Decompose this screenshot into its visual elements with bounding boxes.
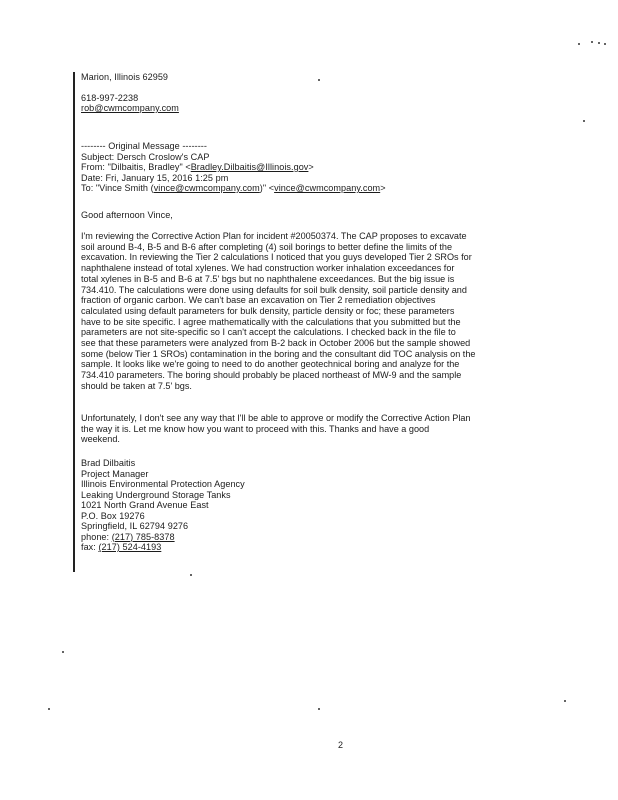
scan-speck xyxy=(598,42,600,44)
paragraph-line: excavation. In reviewing the Tier 2 calculations I noticed that you guys developed Tier 2 SROs for xyxy=(81,252,472,263)
from-suffix: > xyxy=(308,162,314,172)
page-number: 2 xyxy=(338,740,344,750)
date-line: Date: Fri, January 15, 2016 1:25 pm xyxy=(81,172,229,183)
scan-speck xyxy=(318,708,320,710)
sender-footer xyxy=(81,72,581,114)
paragraph-line: see that these parameters were analyzed from B-2 back in October 2006 but the sample showed xyxy=(81,338,471,349)
paragraph-line: fraction of organic carbon. We can't base an excavation on Tier 2 remediation objectives xyxy=(81,295,436,306)
fax-link[interactable]: (217) 524-4193 xyxy=(98,542,162,552)
signature-fax-line xyxy=(81,542,581,553)
signature-po-box: P.O. Box 19276 xyxy=(81,510,145,521)
paragraph-line: should be taken at 7.5' bgs. xyxy=(81,380,192,391)
scan-speck xyxy=(591,41,593,43)
subject-line: Subject: Dersch Croslow's CAP xyxy=(81,151,210,162)
scan-speck xyxy=(318,79,320,81)
paragraph-line: weekend. xyxy=(81,434,120,445)
original-message-separator: -------- Original Message -------- xyxy=(81,141,207,151)
greeting-text: Good afternoon Vince, xyxy=(81,210,173,220)
paragraph-line: I'm reviewing the Corrective Action Plan for incident #20050374. The CAP proposes to excavate xyxy=(81,231,467,241)
scan-speck xyxy=(564,700,566,702)
paragraph-line: total xylenes in B-5 and B-6 at 7.5' bgs but no naphthalene exceedances. But the big issue is xyxy=(81,273,455,284)
paragraph-line: some (below Tier 1 SROs) contamination in the boring and the consultant did TOC analysis on the xyxy=(81,348,476,359)
phone-label: phone: xyxy=(81,531,112,542)
paragraph-line: have to be site specific. I agree mathematically with the calculations that you submitted but the xyxy=(81,316,461,327)
phone-link[interactable]: (217) 785-8378 xyxy=(111,531,175,542)
paragraph-line: Unfortunately, I don't see any way that I'll be able to approve or modify the Corrective Action Plan xyxy=(81,413,471,423)
to-line xyxy=(81,183,581,194)
scan-speck xyxy=(190,574,192,576)
signature-name: Brad Dilbaitis xyxy=(81,458,136,468)
paragraph-line: sample. It looks like we're going to need to do another geotechnical boring and analyze for the xyxy=(81,359,460,370)
sender-city-line: Marion, Illinois 62959 xyxy=(81,72,169,82)
signature-division: Leaking Underground Storage Tanks xyxy=(81,489,231,500)
fax-label: fax: xyxy=(81,542,99,552)
signature-block xyxy=(81,458,581,553)
original-message-header xyxy=(81,141,581,194)
paragraph-line: soil around B-4, B-5 and B-6 after completing (4) soil borings to better define the limits of the xyxy=(81,241,453,252)
signature-city: Springfield, IL 62794 9276 xyxy=(81,521,189,531)
to-email-link-1[interactable]: vince@cwmcompany.com xyxy=(153,183,260,193)
scan-speck xyxy=(48,708,50,710)
paragraph-line: naphthalene instead of total xylenes. We had construction worker inhalation exceedances for xyxy=(81,263,455,274)
from-prefix: From: "Dilbaitis, Bradley" < xyxy=(81,162,191,172)
signature-phone-line xyxy=(81,532,581,543)
to-email-link-2[interactable]: vince@cwmcompany.com xyxy=(274,183,381,193)
paragraph-line: parameters are not site-specific so I can't accept the calculations. I checked back in the file to xyxy=(81,327,456,338)
scan-speck xyxy=(583,120,585,122)
to-prefix: To: "Vince Smith ( xyxy=(81,183,154,193)
scan-speck xyxy=(604,43,606,45)
to-suffix: > xyxy=(380,183,386,193)
greeting xyxy=(81,210,581,221)
from-line xyxy=(81,162,581,173)
signature-title: Project Manager xyxy=(81,468,149,479)
body-paragraph-1 xyxy=(81,231,573,392)
scan-speck xyxy=(62,651,64,653)
paragraph-line: calculated using default parameters for bulk density, particle density or foc; these parameters xyxy=(81,305,455,316)
to-mid: )" < xyxy=(259,183,275,193)
from-email-link[interactable]: Bradley.Dilbaitis@Illinois.gov xyxy=(190,162,309,172)
signature-street: 1021 North Grand Avenue East xyxy=(81,500,209,510)
reply-quote-bar xyxy=(73,72,75,572)
paragraph-line: 734.410 parameters. The boring should probably be placed northeast of MW-9 and the sample xyxy=(81,370,462,381)
sender-email-link[interactable]: rob@cwmcompany.com xyxy=(81,103,179,113)
sender-phone: 618-997-2238 xyxy=(81,92,139,103)
paragraph-line: the way it is. Let me know how you want to proceed with this. Thanks and have a good xyxy=(81,423,430,434)
paragraph-line: 734.410. The calculations were done using defaults for soil bulk density, soil particle density and xyxy=(81,284,467,295)
scan-speck xyxy=(578,43,580,45)
signature-agency: Illinois Environmental Protection Agency xyxy=(81,479,245,489)
body-paragraph-2 xyxy=(81,413,573,445)
